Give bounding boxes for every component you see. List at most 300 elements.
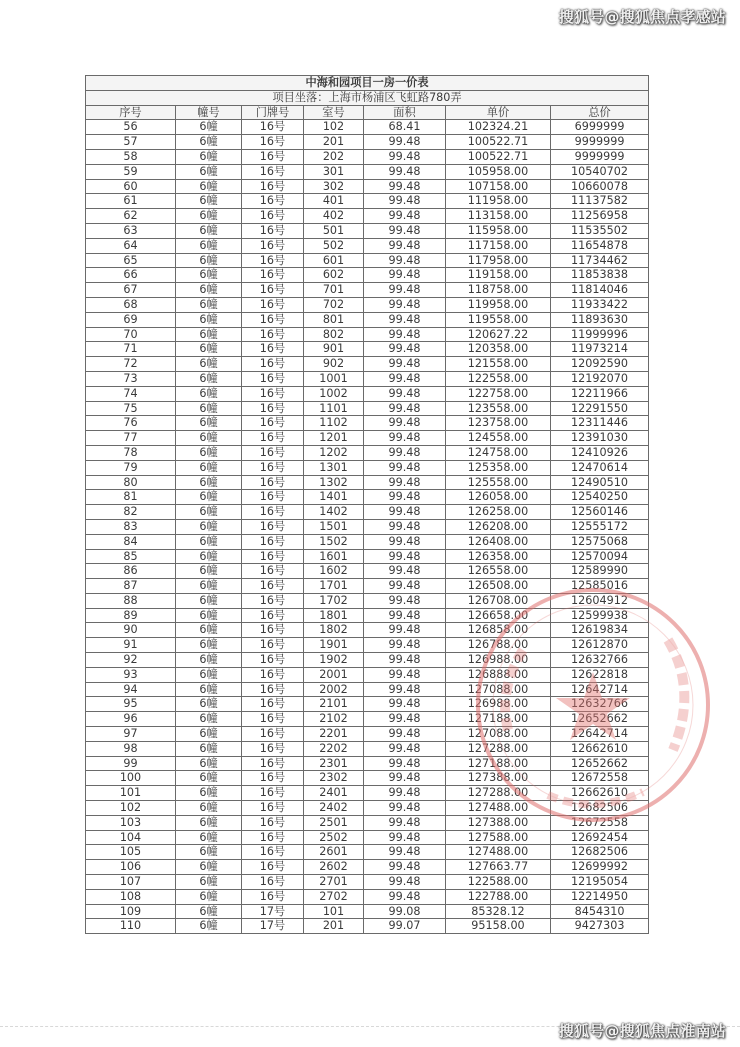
- cell-index: 76: [86, 416, 176, 431]
- cell-room-number: 2202: [304, 741, 364, 756]
- cell-unit-price: 107158.00: [446, 179, 551, 194]
- cell-room-number: 2402: [304, 801, 364, 816]
- cell-area: 99.48: [364, 357, 446, 372]
- cell-unit-price: 100522.71: [446, 135, 551, 150]
- cell-index: 104: [86, 830, 176, 845]
- cell-door-number: 16号: [242, 149, 304, 164]
- cell-building: 6幢: [176, 179, 242, 194]
- cell-total-price: 12604912: [551, 593, 649, 608]
- cell-total-price: 11933422: [551, 297, 649, 312]
- cell-unit-price: 123758.00: [446, 416, 551, 431]
- table-row: [86, 593, 649, 608]
- cell-room-number: 1202: [304, 445, 364, 460]
- cell-index: 106: [86, 860, 176, 875]
- cell-area: 99.48: [364, 371, 446, 386]
- cell-index: 89: [86, 608, 176, 623]
- cell-room-number: 102: [304, 120, 364, 135]
- cell-index: 86: [86, 564, 176, 579]
- table-row: [86, 845, 649, 860]
- cell-room-number: 1501: [304, 519, 364, 534]
- cell-unit-price: 111958.00: [446, 194, 551, 209]
- table-row: [86, 756, 649, 771]
- cell-total-price: 12682506: [551, 801, 649, 816]
- cell-unit-price: 127088.00: [446, 727, 551, 742]
- cell-area: 99.48: [364, 638, 446, 653]
- cell-total-price: 12599938: [551, 608, 649, 623]
- table-row: [86, 801, 649, 816]
- cell-area: 99.48: [364, 342, 446, 357]
- cell-unit-price: 125358.00: [446, 460, 551, 475]
- cell-index: 90: [86, 623, 176, 638]
- cell-door-number: 16号: [242, 312, 304, 327]
- cell-building: 6幢: [176, 579, 242, 594]
- cell-room-number: 1002: [304, 386, 364, 401]
- cell-room-number: 901: [304, 342, 364, 357]
- cell-area: 99.48: [364, 579, 446, 594]
- cell-room-number: 301: [304, 164, 364, 179]
- cell-area: 99.48: [364, 786, 446, 801]
- cell-total-price: 12672558: [551, 771, 649, 786]
- cell-total-price: 12632766: [551, 653, 649, 668]
- cell-building: 6幢: [176, 623, 242, 638]
- cell-room-number: 2601: [304, 845, 364, 860]
- cell-unit-price: 117958.00: [446, 253, 551, 268]
- cell-door-number: 17号: [242, 904, 304, 919]
- cell-total-price: 12575068: [551, 534, 649, 549]
- table-row: [86, 194, 649, 209]
- cell-door-number: 16号: [242, 401, 304, 416]
- cell-door-number: 16号: [242, 579, 304, 594]
- table-row: [86, 445, 649, 460]
- cell-total-price: 12195054: [551, 875, 649, 890]
- cell-index: 60: [86, 179, 176, 194]
- cell-unit-price: 126208.00: [446, 519, 551, 534]
- cell-area: 99.48: [364, 283, 446, 298]
- cell-total-price: 11256958: [551, 209, 649, 224]
- cell-area: 99.48: [364, 194, 446, 209]
- project-location: 项目坐落：上海市杨浦区飞虹路780弄: [86, 90, 649, 105]
- cell-index: 59: [86, 164, 176, 179]
- cell-total-price: 11734462: [551, 253, 649, 268]
- cell-index: 103: [86, 815, 176, 830]
- cell-building: 6幢: [176, 194, 242, 209]
- cell-area: 99.48: [364, 505, 446, 520]
- cell-unit-price: 126708.00: [446, 593, 551, 608]
- cell-area: 99.48: [364, 564, 446, 579]
- cell-area: 99.48: [364, 801, 446, 816]
- cell-door-number: 16号: [242, 623, 304, 638]
- cell-room-number: 2401: [304, 786, 364, 801]
- cell-total-price: 12619834: [551, 623, 649, 638]
- cell-building: 6幢: [176, 268, 242, 283]
- cell-room-number: 1502: [304, 534, 364, 549]
- cell-door-number: 16号: [242, 801, 304, 816]
- cell-index: 94: [86, 682, 176, 697]
- cell-total-price: 12692454: [551, 830, 649, 845]
- cell-area: 99.48: [364, 209, 446, 224]
- cell-index: 102: [86, 801, 176, 816]
- cell-room-number: 1401: [304, 490, 364, 505]
- cell-building: 6幢: [176, 638, 242, 653]
- table-row: [86, 283, 649, 298]
- cell-unit-price: 126408.00: [446, 534, 551, 549]
- cell-building: 6幢: [176, 756, 242, 771]
- cell-index: 85: [86, 549, 176, 564]
- cell-area: 99.48: [364, 682, 446, 697]
- col-header-unit-price: 单价: [446, 105, 551, 120]
- cell-total-price: 12092590: [551, 357, 649, 372]
- table-row: [86, 135, 649, 150]
- cell-unit-price: 126508.00: [446, 579, 551, 594]
- cell-total-price: 12570094: [551, 549, 649, 564]
- table-row: [86, 638, 649, 653]
- cell-total-price: 12699992: [551, 860, 649, 875]
- cell-total-price: 8454310: [551, 904, 649, 919]
- cell-area: 99.08: [364, 904, 446, 919]
- cell-door-number: 16号: [242, 845, 304, 860]
- cell-door-number: 16号: [242, 268, 304, 283]
- table-row: [86, 179, 649, 194]
- cell-total-price: 12311446: [551, 416, 649, 431]
- cell-building: 6幢: [176, 312, 242, 327]
- cell-index: 65: [86, 253, 176, 268]
- cell-area: 99.48: [364, 431, 446, 446]
- cell-area: 99.48: [364, 623, 446, 638]
- cell-building: 6幢: [176, 371, 242, 386]
- cell-door-number: 16号: [242, 135, 304, 150]
- cell-room-number: 2301: [304, 756, 364, 771]
- cell-door-number: 16号: [242, 756, 304, 771]
- table-row: [86, 268, 649, 283]
- cell-unit-price: 120358.00: [446, 342, 551, 357]
- cell-index: 107: [86, 875, 176, 890]
- cell-area: 99.48: [364, 164, 446, 179]
- cell-total-price: 11137582: [551, 194, 649, 209]
- cell-total-price: 12214950: [551, 889, 649, 904]
- table-row: [86, 712, 649, 727]
- table-row: [86, 549, 649, 564]
- cell-building: 6幢: [176, 327, 242, 342]
- cell-unit-price: 119958.00: [446, 297, 551, 312]
- cell-area: 99.48: [364, 771, 446, 786]
- col-header-building: 幢号: [176, 105, 242, 120]
- cell-building: 6幢: [176, 505, 242, 520]
- cell-total-price: 12211966: [551, 386, 649, 401]
- cell-unit-price: 126988.00: [446, 653, 551, 668]
- cell-index: 81: [86, 490, 176, 505]
- cell-area: 99.48: [364, 135, 446, 150]
- cell-door-number: 16号: [242, 653, 304, 668]
- cell-index: 69: [86, 312, 176, 327]
- cell-unit-price: 126558.00: [446, 564, 551, 579]
- cell-door-number: 16号: [242, 386, 304, 401]
- cell-door-number: 16号: [242, 194, 304, 209]
- table-row: [86, 534, 649, 549]
- cell-unit-price: 127388.00: [446, 771, 551, 786]
- cell-room-number: 1201: [304, 431, 364, 446]
- cell-total-price: 12672558: [551, 815, 649, 830]
- watermark-top: 搜狐号@搜狐焦点孝感站: [558, 8, 726, 26]
- cell-room-number: 701: [304, 283, 364, 298]
- cell-room-number: 2001: [304, 667, 364, 682]
- cell-index: 101: [86, 786, 176, 801]
- cell-room-number: 1901: [304, 638, 364, 653]
- cell-area: 68.41: [364, 120, 446, 135]
- watermark-bottom: 搜狐号@搜狐焦点淮南站: [558, 1022, 726, 1040]
- cell-door-number: 16号: [242, 682, 304, 697]
- cell-area: 99.48: [364, 534, 446, 549]
- cell-room-number: 2302: [304, 771, 364, 786]
- cell-room-number: 201: [304, 135, 364, 150]
- table-row: [86, 904, 649, 919]
- table-row: [86, 490, 649, 505]
- cell-unit-price: 124558.00: [446, 431, 551, 446]
- cell-door-number: 16号: [242, 357, 304, 372]
- cell-door-number: 16号: [242, 875, 304, 890]
- table-row: [86, 579, 649, 594]
- table-row: [86, 312, 649, 327]
- cell-total-price: 9999999: [551, 135, 649, 150]
- cell-unit-price: 127288.00: [446, 786, 551, 801]
- cell-building: 6幢: [176, 431, 242, 446]
- table-row: [86, 741, 649, 756]
- cell-building: 6幢: [176, 490, 242, 505]
- cell-unit-price: 105958.00: [446, 164, 551, 179]
- cell-total-price: 11535502: [551, 223, 649, 238]
- cell-room-number: 601: [304, 253, 364, 268]
- cell-room-number: 1001: [304, 371, 364, 386]
- cell-total-price: 12662610: [551, 786, 649, 801]
- cell-door-number: 16号: [242, 860, 304, 875]
- cell-building: 6幢: [176, 549, 242, 564]
- table-row: [86, 401, 649, 416]
- cell-total-price: 12589990: [551, 564, 649, 579]
- col-header-area: 面积: [364, 105, 446, 120]
- cell-index: 99: [86, 756, 176, 771]
- cell-door-number: 16号: [242, 505, 304, 520]
- cell-building: 6幢: [176, 741, 242, 756]
- cell-total-price: 9999999: [551, 149, 649, 164]
- cell-area: 99.48: [364, 845, 446, 860]
- cell-total-price: 12652662: [551, 712, 649, 727]
- cell-room-number: 501: [304, 223, 364, 238]
- table-row: [86, 667, 649, 682]
- table-row: [86, 889, 649, 904]
- cell-building: 6幢: [176, 712, 242, 727]
- cell-door-number: 16号: [242, 431, 304, 446]
- cell-unit-price: 127488.00: [446, 801, 551, 816]
- cell-index: 67: [86, 283, 176, 298]
- cell-door-number: 16号: [242, 786, 304, 801]
- table-row: [86, 149, 649, 164]
- cell-door-number: 16号: [242, 490, 304, 505]
- cell-unit-price: 122758.00: [446, 386, 551, 401]
- table-row: [86, 209, 649, 224]
- cell-index: 87: [86, 579, 176, 594]
- table-row: [86, 223, 649, 238]
- cell-index: 110: [86, 919, 176, 934]
- cell-total-price: 12585016: [551, 579, 649, 594]
- table-row: [86, 460, 649, 475]
- cell-index: 58: [86, 149, 176, 164]
- cell-total-price: 12470614: [551, 460, 649, 475]
- cell-room-number: 502: [304, 238, 364, 253]
- cell-building: 6幢: [176, 875, 242, 890]
- cell-index: 64: [86, 238, 176, 253]
- cell-index: 71: [86, 342, 176, 357]
- cell-total-price: 10540702: [551, 164, 649, 179]
- cell-door-number: 16号: [242, 534, 304, 549]
- cell-door-number: 16号: [242, 638, 304, 653]
- cell-door-number: 16号: [242, 209, 304, 224]
- cell-unit-price: 115958.00: [446, 223, 551, 238]
- cell-index: 56: [86, 120, 176, 135]
- cell-door-number: 16号: [242, 460, 304, 475]
- cell-door-number: 16号: [242, 445, 304, 460]
- cell-unit-price: 122788.00: [446, 889, 551, 904]
- cell-unit-price: 113158.00: [446, 209, 551, 224]
- cell-building: 6幢: [176, 223, 242, 238]
- cell-index: 77: [86, 431, 176, 446]
- cell-unit-price: 126258.00: [446, 505, 551, 520]
- table-body: [86, 120, 649, 934]
- cell-total-price: 12682506: [551, 845, 649, 860]
- cell-total-price: 12632766: [551, 697, 649, 712]
- cell-area: 99.48: [364, 860, 446, 875]
- cell-room-number: 2502: [304, 830, 364, 845]
- cell-room-number: 1601: [304, 549, 364, 564]
- table-row: [86, 623, 649, 638]
- cell-building: 6幢: [176, 445, 242, 460]
- table-row: [86, 120, 649, 135]
- cell-building: 6幢: [176, 904, 242, 919]
- cell-room-number: 401: [304, 194, 364, 209]
- cell-building: 6幢: [176, 238, 242, 253]
- cell-index: 91: [86, 638, 176, 653]
- cell-building: 6幢: [176, 416, 242, 431]
- cell-door-number: 16号: [242, 371, 304, 386]
- cell-door-number: 16号: [242, 327, 304, 342]
- cell-room-number: 402: [304, 209, 364, 224]
- cell-total-price: 12652662: [551, 756, 649, 771]
- cell-door-number: 16号: [242, 179, 304, 194]
- cell-total-price: 11853838: [551, 268, 649, 283]
- cell-total-price: 11893630: [551, 312, 649, 327]
- cell-index: 70: [86, 327, 176, 342]
- cell-area: 99.07: [364, 919, 446, 934]
- cell-index: 84: [86, 534, 176, 549]
- cell-unit-price: 126988.00: [446, 697, 551, 712]
- cell-door-number: 17号: [242, 919, 304, 934]
- cell-building: 6幢: [176, 283, 242, 298]
- table-row: [86, 830, 649, 845]
- cell-room-number: 2102: [304, 712, 364, 727]
- cell-door-number: 16号: [242, 667, 304, 682]
- cell-unit-price: 127188.00: [446, 756, 551, 771]
- cell-unit-price: 118758.00: [446, 283, 551, 298]
- cell-unit-price: 100522.71: [446, 149, 551, 164]
- cell-room-number: 1301: [304, 460, 364, 475]
- cell-building: 6幢: [176, 297, 242, 312]
- cell-room-number: 801: [304, 312, 364, 327]
- cell-area: 99.48: [364, 179, 446, 194]
- cell-area: 99.48: [364, 741, 446, 756]
- table-row: [86, 386, 649, 401]
- table-row: [86, 371, 649, 386]
- table-row: [86, 431, 649, 446]
- cell-building: 6幢: [176, 771, 242, 786]
- col-header-room-number: 室号: [304, 105, 364, 120]
- cell-door-number: 16号: [242, 164, 304, 179]
- cell-door-number: 16号: [242, 564, 304, 579]
- cell-building: 6幢: [176, 727, 242, 742]
- cell-building: 6幢: [176, 475, 242, 490]
- cell-area: 99.48: [364, 149, 446, 164]
- cell-area: 99.48: [364, 223, 446, 238]
- table-row: [86, 253, 649, 268]
- cell-index: 61: [86, 194, 176, 209]
- cell-index: 83: [86, 519, 176, 534]
- cell-door-number: 16号: [242, 297, 304, 312]
- cell-room-number: 2002: [304, 682, 364, 697]
- table-row: [86, 608, 649, 623]
- cell-room-number: 202: [304, 149, 364, 164]
- cell-total-price: 11999996: [551, 327, 649, 342]
- cell-door-number: 16号: [242, 238, 304, 253]
- table-row: [86, 164, 649, 179]
- cell-building: 6幢: [176, 120, 242, 135]
- cell-building: 6幢: [176, 801, 242, 816]
- cell-room-number: 2101: [304, 697, 364, 712]
- cell-door-number: 16号: [242, 771, 304, 786]
- cell-unit-price: 117158.00: [446, 238, 551, 253]
- cell-total-price: 10660078: [551, 179, 649, 194]
- cell-index: 109: [86, 904, 176, 919]
- cell-area: 99.48: [364, 386, 446, 401]
- cell-total-price: 12490510: [551, 475, 649, 490]
- cell-unit-price: 125558.00: [446, 475, 551, 490]
- cell-room-number: 1801: [304, 608, 364, 623]
- cell-unit-price: 127288.00: [446, 741, 551, 756]
- cell-unit-price: 126788.00: [446, 638, 551, 653]
- cell-index: 73: [86, 371, 176, 386]
- cell-unit-price: 85328.12: [446, 904, 551, 919]
- cell-area: 99.48: [364, 875, 446, 890]
- cell-building: 6幢: [176, 534, 242, 549]
- cell-index: 74: [86, 386, 176, 401]
- table-row: [86, 786, 649, 801]
- cell-total-price: 11814046: [551, 283, 649, 298]
- cell-room-number: 2602: [304, 860, 364, 875]
- cell-room-number: 802: [304, 327, 364, 342]
- cell-total-price: 6999999: [551, 120, 649, 135]
- cell-area: 99.48: [364, 253, 446, 268]
- cell-door-number: 16号: [242, 889, 304, 904]
- cell-building: 6幢: [176, 815, 242, 830]
- cell-index: 72: [86, 357, 176, 372]
- cell-area: 99.48: [364, 608, 446, 623]
- cell-index: 96: [86, 712, 176, 727]
- table-row: [86, 297, 649, 312]
- col-header-index: 序号: [86, 105, 176, 120]
- cell-area: 99.48: [364, 667, 446, 682]
- header-row: [86, 105, 649, 120]
- cell-door-number: 16号: [242, 519, 304, 534]
- cell-building: 6幢: [176, 135, 242, 150]
- cell-building: 6幢: [176, 786, 242, 801]
- cell-unit-price: 95158.00: [446, 919, 551, 934]
- cell-area: 99.48: [364, 416, 446, 431]
